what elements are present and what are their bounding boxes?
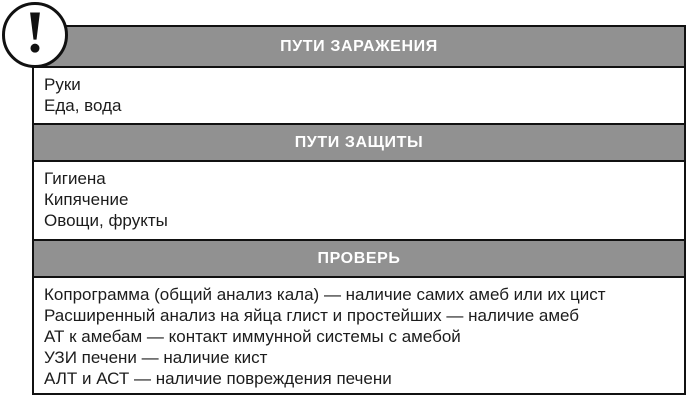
section-header-check-label: ПРОВЕРЬ	[317, 249, 401, 267]
section-header-infection-routes	[34, 27, 684, 66]
body-line: Еда, вода	[44, 96, 122, 115]
section-header-protection-routes-label: ПУТИ ЗАЩИТЫ	[294, 133, 424, 151]
body-line: АЛТ и АСТ — наличие повреждения печени	[44, 369, 392, 388]
body-line: Овощи, фрукты	[44, 211, 168, 230]
exclamation-alert-icon	[2, 2, 68, 68]
body-line: УЗИ печени — наличие кист	[44, 348, 268, 367]
body-line: Копрограмма (общий анализ кала) — наличие самих амеб или их цист	[44, 285, 606, 304]
body-line: Кипячение	[44, 190, 129, 209]
section-header-protection-routes	[34, 123, 684, 160]
section-body-protection-routes	[34, 160, 684, 239]
body-line: Гигиена	[44, 169, 106, 188]
info-table	[32, 25, 686, 395]
section-body-infection-routes	[34, 66, 684, 123]
section-header-check	[34, 239, 684, 276]
body-line: Расширенный анализ на яйца глист и простейших — наличие амеб	[44, 306, 580, 325]
exclamation-glyph	[7, 7, 63, 63]
section-body-check	[34, 276, 684, 393]
section-header-infection-routes-label: ПУТИ ЗАРАЖЕНИЯ	[280, 37, 438, 55]
body-line: АТ к амебам — контакт иммунной системы с амебой	[44, 327, 461, 346]
body-line: Руки	[44, 75, 81, 94]
